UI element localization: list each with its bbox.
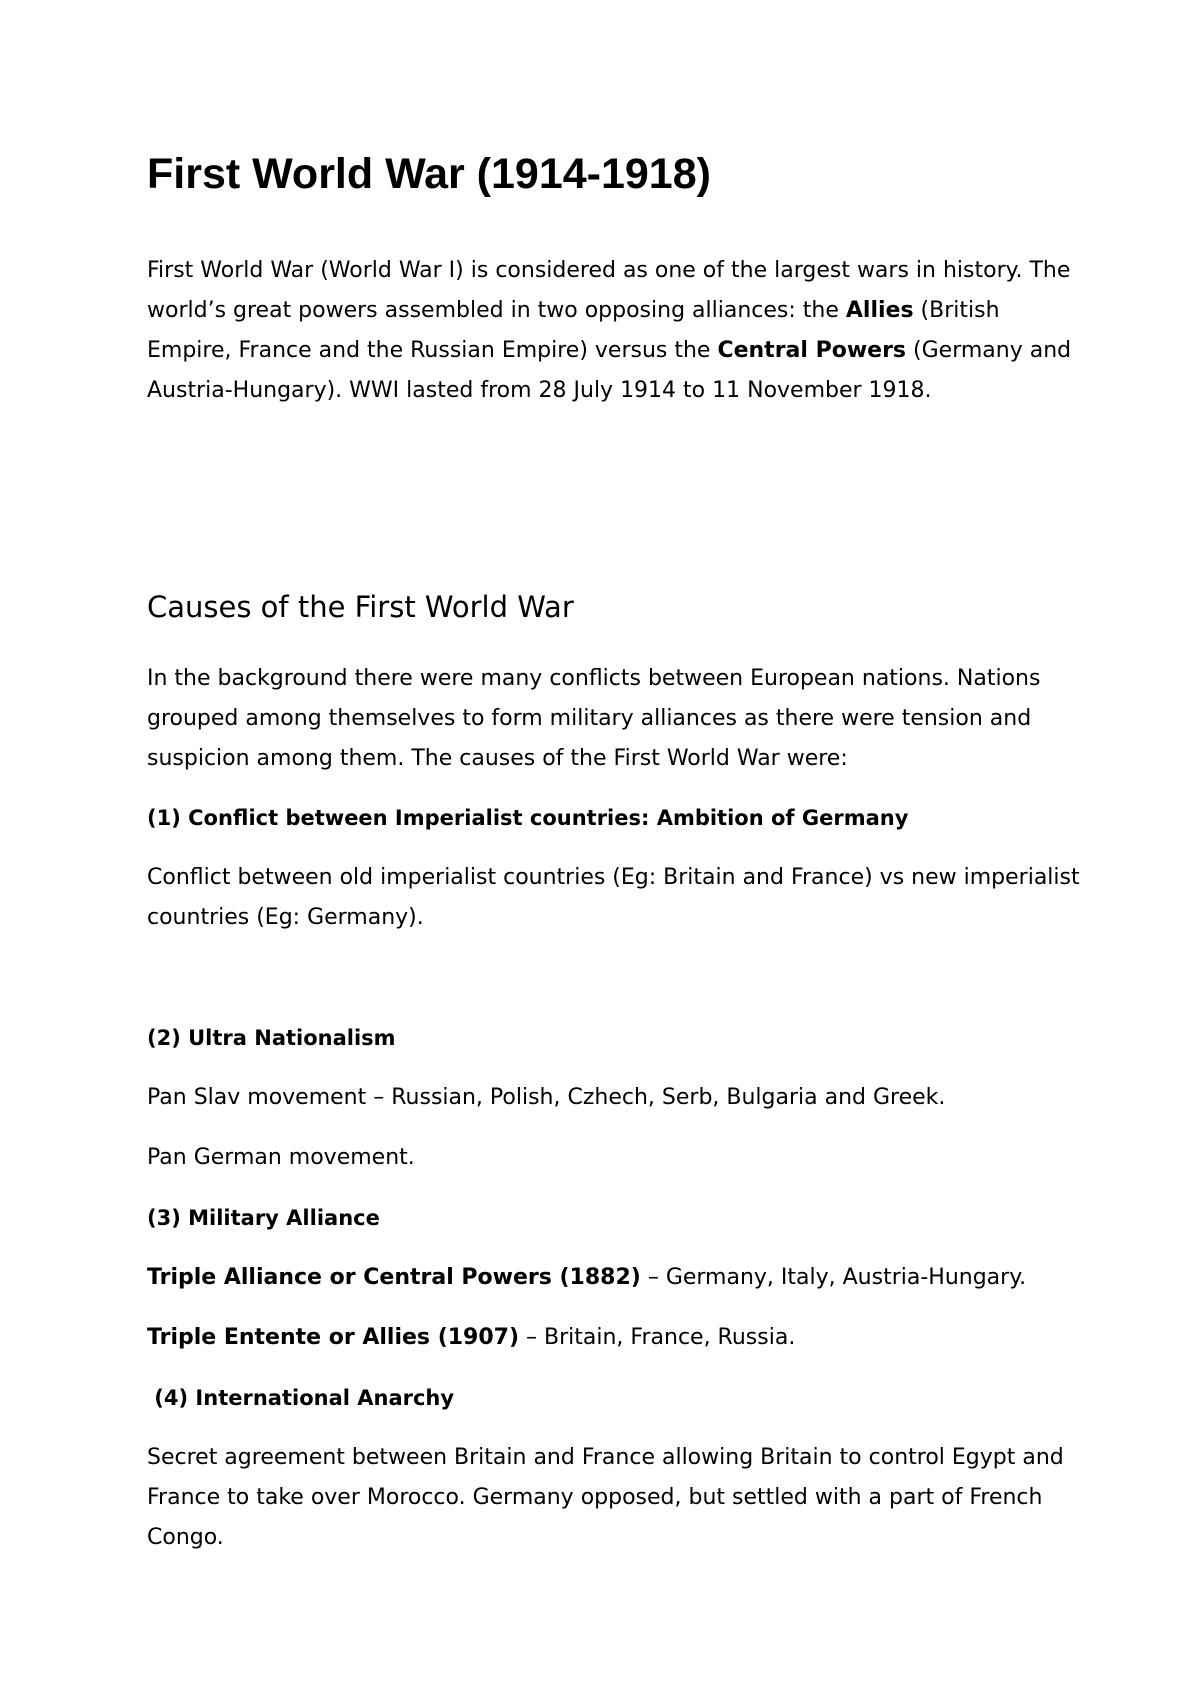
page-title: First World War (1914-1918) <box>147 150 711 198</box>
triple-alliance-label: Triple Alliance or Central Powers <box>147 1265 552 1290</box>
intro-text-1: First World War (World War I) is considered as one of the largest wars in history. The world’s great powers assembled in two opposing alliances: the <box>147 258 1071 323</box>
cause2-line2: Pan German movement. <box>147 1145 415 1170</box>
intro-text-2: (British Empire, France and the Russian Empire) versus the <box>147 298 1000 363</box>
allies-term: Allies <box>845 298 914 323</box>
cause2-heading: (2) Ultra Nationalism <box>147 1026 396 1050</box>
triple-entente-year: (1907) <box>430 1325 520 1350</box>
intro-paragraph <box>147 251 1087 411</box>
causes-intro-paragraph: In the background there were many conflicts between European nations. Nations grouped among themselves to form military alliances as there were tension and suspicion among them. The causes of the First World War were: <box>147 666 1041 771</box>
cause1-title: Conflict between Imperialist countries: Ambition of Germany <box>180 806 909 830</box>
triple-alliance-members: – Germany, Italy, Austria-Hungary. <box>640 1265 1027 1290</box>
central-powers-term: Central Powers <box>717 338 907 363</box>
cause3-heading: (3) Military Alliance <box>147 1206 380 1230</box>
triple-entente-label: Triple Entente or Allies <box>147 1325 431 1350</box>
cause1-number: (1) <box>147 806 181 830</box>
triple-alliance-line <box>147 1258 1087 1298</box>
intro-text-3: (Germany and Austria-Hungary). WWI lasted from 28 July 1914 to 11 November 1918. <box>147 338 1072 403</box>
cause4-body: Secret agreement between Britain and France allowing Britain to control Egypt and France to take over Morocco. Germany opposed, but settled with a part of French Congo. <box>147 1445 1064 1550</box>
cause2-line1: Pan Slav movement – Russian, Polish, Czhech, Serb, Bulgaria and Greek. <box>147 1085 946 1110</box>
cause4-heading: (4) International Anarchy <box>147 1386 455 1410</box>
triple-entente-members: – Britain, France, Russia. <box>519 1325 796 1350</box>
cause1-heading <box>147 798 1087 838</box>
triple-alliance-year: (1882) <box>551 1265 641 1290</box>
cause1-body: Conflict between old imperialist countries (Eg: Britain and France) vs new imperialist countries (Eg: Germany). <box>147 865 1080 930</box>
section-heading-causes: Causes of the First World War <box>147 590 574 624</box>
triple-entente-line <box>147 1318 1087 1358</box>
